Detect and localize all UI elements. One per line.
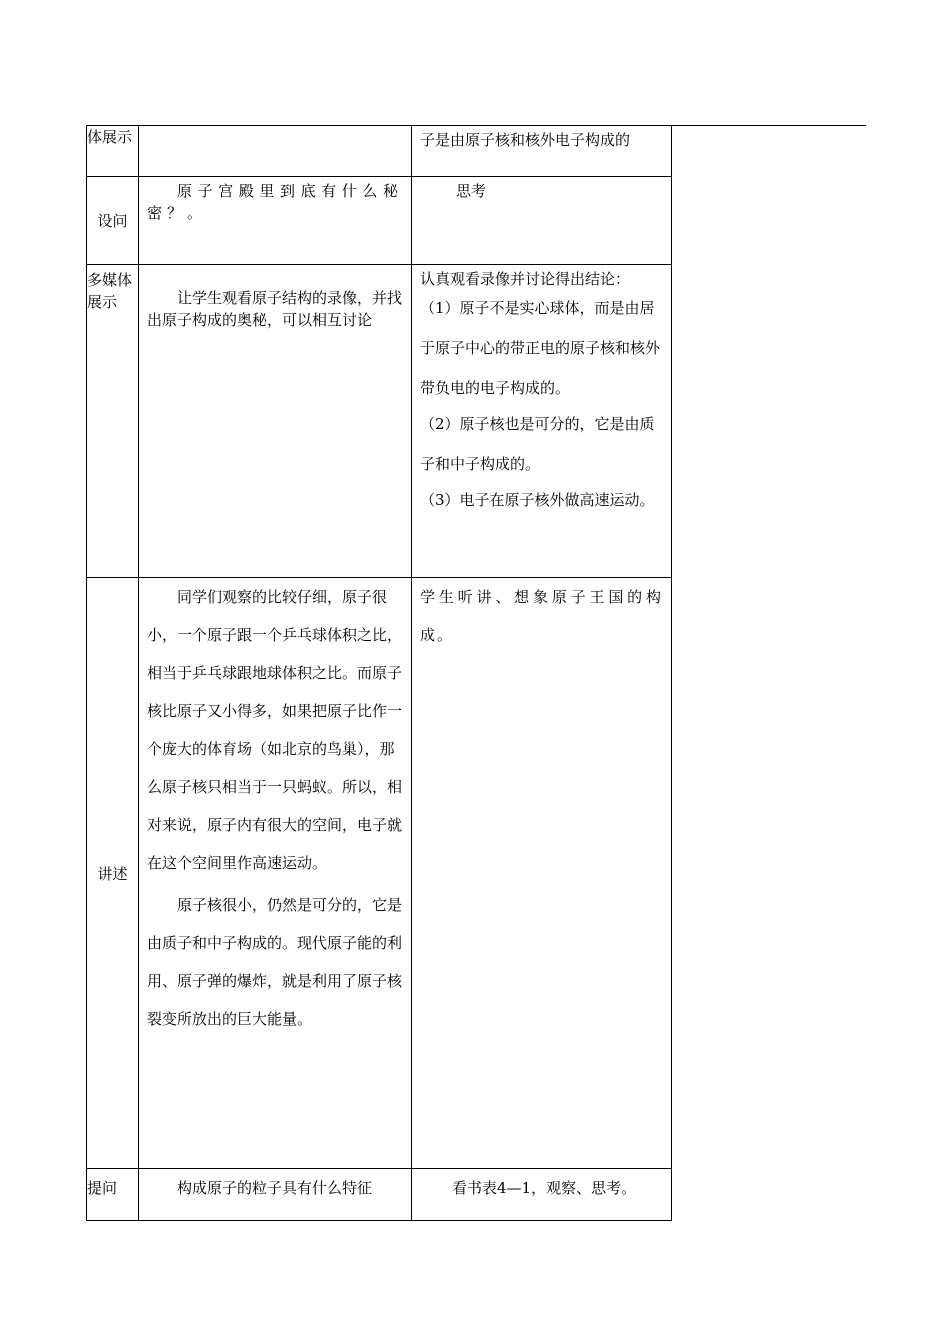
student-activity-text: 看书表4—1，观察、思考。	[452, 1179, 637, 1197]
step-label: 讲述	[97, 864, 128, 883]
table-row	[87, 126, 672, 177]
step-label: 体展示	[87, 126, 139, 177]
teacher-activity-text: 同学们观察的比较仔细，原子很小，一个原子跟一个乒乓球体积之比，相当于乒乓球跟地球体积之比。而原子核比原子又小得多，如果把原子比作一个庞大的体育场（如北京的鸟巢），那么原子核只相当于一只蚂蚁。所以，相对来说，原子内有很大的空间，电子就在这个空间里作高速运动。	[147, 588, 403, 872]
teacher-activity-cell	[139, 578, 412, 1169]
table-row	[87, 177, 672, 265]
teacher-activity-cell	[139, 1169, 412, 1221]
table-row	[87, 265, 672, 578]
step-label: 提问	[87, 1169, 139, 1221]
student-activity-text: （2）原子核也是可分的，它是由质子和中子构成的。	[420, 415, 655, 473]
teacher-activity-cell	[139, 126, 412, 177]
table-row	[87, 1169, 672, 1221]
student-activity-text: （1）原子不是实心球体，而是由居于原子中心的带正电的原子核和核外带负电的电子构成的。	[420, 299, 661, 397]
student-activity-text: 子是由原子核和核外电子构成的	[420, 131, 631, 149]
student-activity-cell	[412, 126, 672, 177]
table-row	[87, 578, 672, 1169]
student-activity-text: 学生听讲、想象原子王国的构成。	[420, 588, 663, 644]
teacher-activity-cell	[139, 265, 412, 578]
step-label-cell	[87, 578, 139, 1169]
teacher-activity-text: 原子核很小，仍然是可分的，它是由质子和中子构成的。现代原子能的利用、原子弹的爆炸，就是利用了原子核裂变所放出的巨大能量。	[147, 896, 403, 1028]
student-activity-text: 认真观看录像并讨论得出结论：	[420, 270, 631, 288]
lesson-plan-table	[86, 125, 672, 1221]
teacher-activity-cell	[139, 177, 412, 265]
teacher-activity-text: 构成原子的粒子具有什么特征	[177, 1179, 373, 1197]
student-activity-cell	[412, 1169, 672, 1221]
step-label: 多媒体展示	[87, 265, 139, 578]
teacher-activity-text: 原子宫殿里到底有什么秘密？。	[147, 182, 403, 222]
step-label: 设问	[97, 212, 128, 230]
student-activity-cell	[412, 265, 672, 578]
teacher-activity-text: 让学生观看原子结构的录像，并找出原子构成的奥秘，可以相互讨论	[147, 289, 403, 329]
student-activity-text: 思考	[456, 182, 487, 200]
student-activity-text: （3）电子在原子核外做高速运动。	[420, 491, 655, 509]
student-activity-cell	[412, 578, 672, 1169]
step-label-cell	[87, 177, 139, 265]
student-activity-cell	[412, 177, 672, 265]
